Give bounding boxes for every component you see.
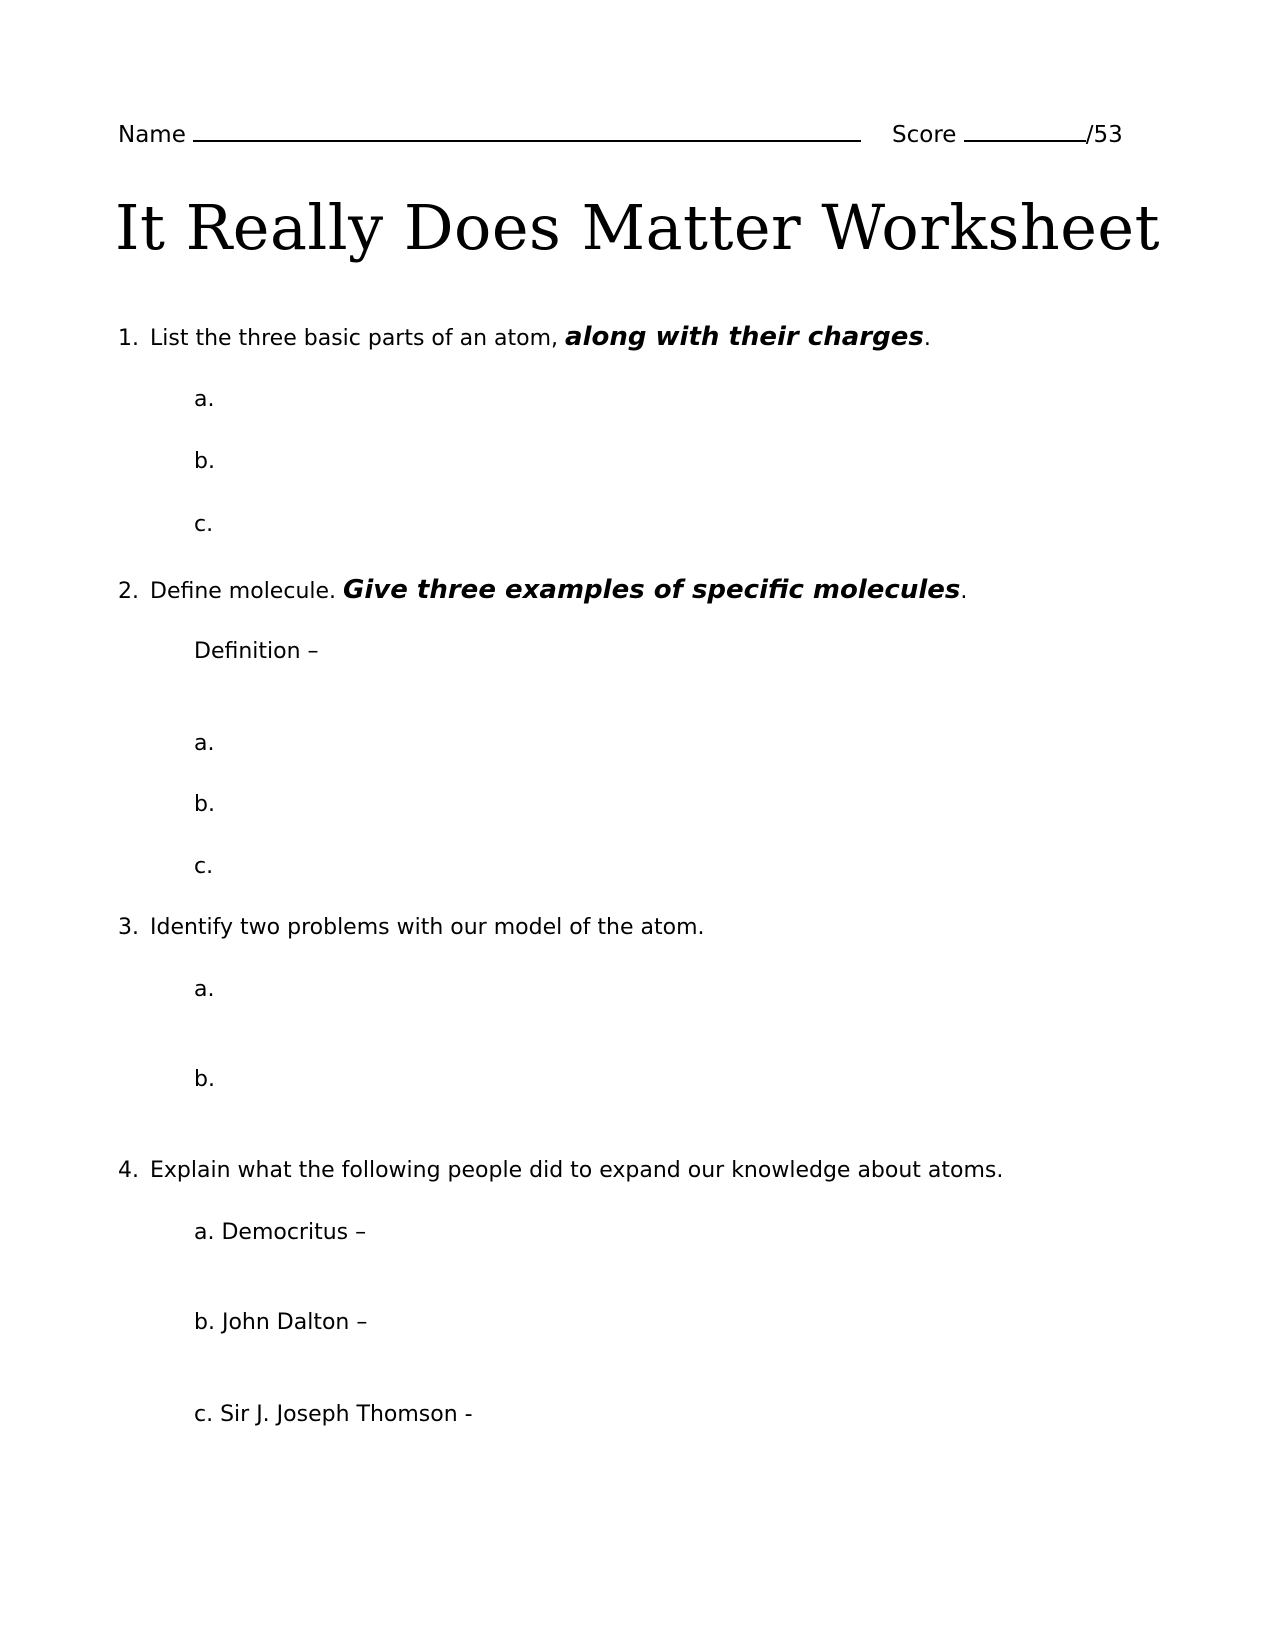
answer-item: a. — [194, 977, 215, 1002]
answer-item: a. — [194, 387, 215, 412]
question-number: 1. — [118, 326, 139, 351]
question-number: 4. — [118, 1158, 139, 1183]
score-label: Score — [892, 122, 957, 148]
name-label: Name — [118, 122, 186, 148]
question-text: Explain what the following people did to expand our knowledge about atoms. — [150, 1158, 1004, 1183]
question-text: Identify two problems with our model of the atom. — [150, 915, 705, 940]
answer-item: c. — [194, 512, 214, 537]
definition-label: Definition – — [194, 639, 319, 664]
answer-item-democritus: a. Democritus – — [194, 1220, 367, 1245]
worksheet-title: It Really Does Matter Worksheet — [114, 191, 1160, 264]
answer-item: c. — [194, 854, 214, 879]
question-3 — [118, 913, 705, 943]
question-end: . — [923, 326, 931, 351]
answer-item: b. — [194, 449, 215, 474]
answer-item: b. — [194, 1067, 215, 1092]
answer-item: a. — [194, 731, 215, 756]
question-emphasis: Give three examples of specific molecules — [343, 575, 961, 605]
question-number: 3. — [118, 915, 139, 940]
question-1 — [118, 322, 931, 354]
question-number: 2. — [118, 579, 139, 604]
name-line — [118, 118, 861, 150]
question-emphasis: along with their charges — [565, 322, 924, 352]
question-2 — [118, 575, 967, 607]
question-4 — [118, 1156, 1003, 1186]
answer-item: b. — [194, 792, 215, 817]
name-blank[interactable] — [193, 118, 861, 142]
score-line — [892, 118, 1123, 150]
question-end: . — [960, 579, 968, 604]
score-total: /53 — [1085, 122, 1123, 148]
answer-item-dalton: b. John Dalton – — [194, 1310, 368, 1335]
score-blank[interactable] — [964, 118, 1086, 142]
question-text: List the three basic parts of an atom, — [150, 326, 559, 351]
question-text: Define molecule. — [150, 579, 337, 604]
answer-item-thomson: c. Sir J. Joseph Thomson - — [194, 1402, 473, 1427]
